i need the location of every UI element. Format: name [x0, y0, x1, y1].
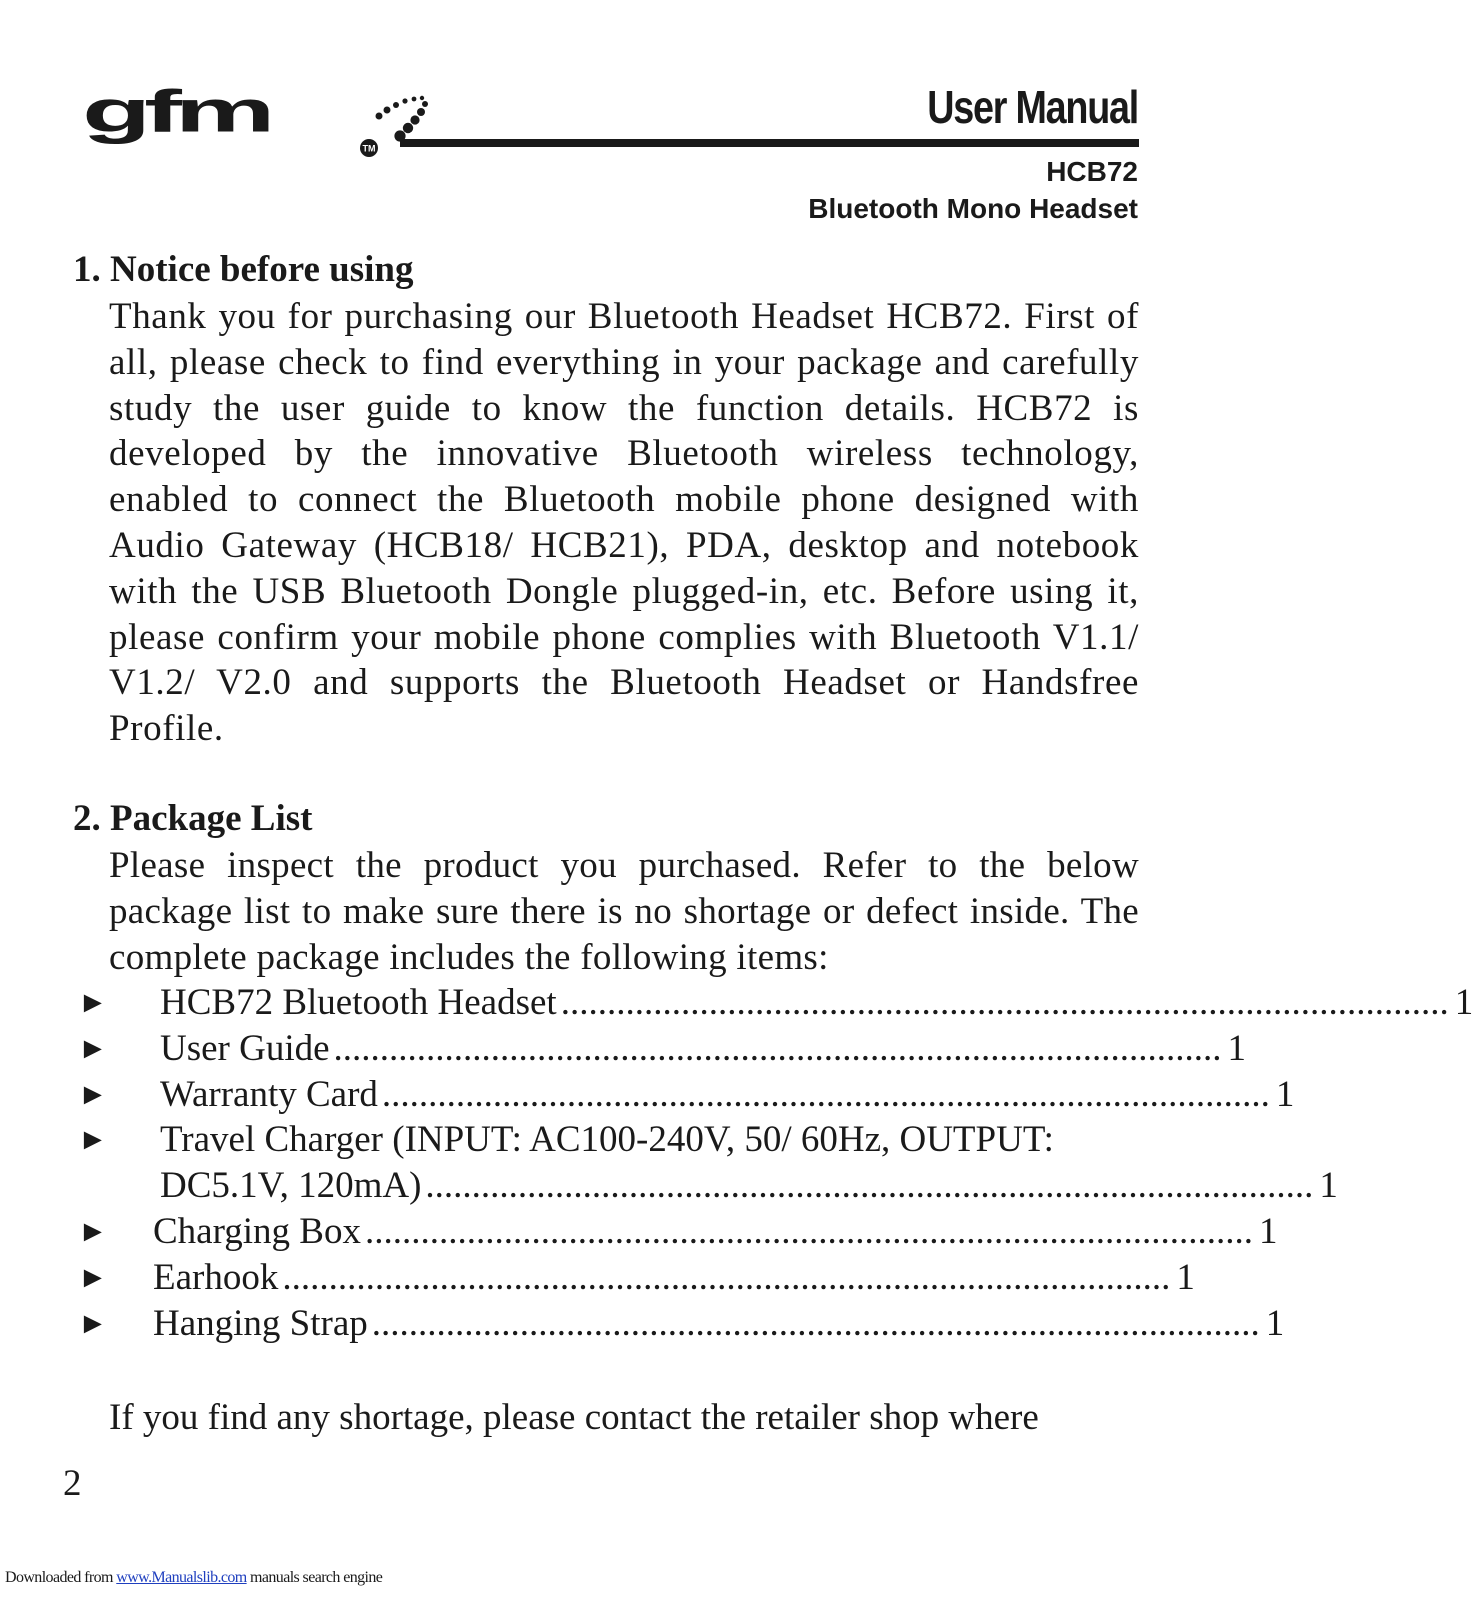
leader-dots: ................................................................................................	[371, 1302, 1260, 1344]
header-rule	[400, 139, 1139, 147]
bullet-arrow-icon: ►	[78, 1123, 108, 1157]
item-label-continued: DC5.1V, 120mA)	[160, 1165, 422, 1207]
bullet-arrow-icon: ►	[78, 1214, 108, 1248]
logo-dots	[376, 96, 429, 142]
notice-body: Thank you for purchasing our Bluetooth Headset HCB72. First of all, please check to find everything in your package and carefully study the user guide to know the function details. HCB72 is developed by the innovative Bluetooth wireless technology, enabled to connect the Bluetooth mobile phone designed with Audio Gateway (HCB18/ HCB21), PDA, desktop and notebook with the USB Bluetooth Dongle plugged-in, etc. Before using it, please confirm your mobile phone complies with Bluetooth V1.1/ V1.2/ V2.0 and supports the Bluetooth Headset or Handsfree Profile.	[109, 296, 1139, 750]
bullet-arrow-icon: ►	[78, 1260, 108, 1294]
list-item	[78, 1255, 1195, 1301]
section-heading-package-list: 2. Package List	[73, 798, 313, 839]
leader-dots: ................................................................................................	[381, 1073, 1270, 1115]
item-label: Charging Box	[153, 1210, 361, 1252]
leader-dots: ................................................................................................	[560, 982, 1449, 1023]
leader-dots: ................................................................................................	[333, 1027, 1222, 1069]
gfm-logo	[82, 62, 442, 162]
list-item	[78, 1301, 1285, 1347]
list-item	[78, 980, 1473, 1026]
package-item-list	[78, 980, 1473, 1346]
manual-title: User Manual	[927, 81, 1138, 133]
item-label: HCB72 Bluetooth Headset	[160, 982, 557, 1023]
footer-prefix: Downloaded from	[5, 1569, 117, 1586]
item-label: User Guide	[160, 1027, 330, 1069]
item-label: Warranty Card	[160, 1073, 378, 1115]
item-label: Travel Charger (INPUT: AC100-240V, 50/ 60Hz, OUTPUT:	[160, 1119, 1054, 1161]
item-quantity: 1	[1319, 1165, 1338, 1207]
product-name: Bluetooth Mono Headset	[808, 193, 1138, 224]
item-quantity: 1	[1265, 1302, 1285, 1344]
page-number: 2	[63, 1463, 82, 1504]
leader-dots: ................................................................................................	[282, 1256, 1171, 1298]
bullet-arrow-icon: ►	[78, 1077, 108, 1111]
download-footer	[5, 1569, 382, 1587]
item-quantity: 1	[1227, 1027, 1247, 1069]
list-item	[78, 1209, 1278, 1255]
item-quantity: 1	[1454, 982, 1473, 1023]
svg-text:TM: TM	[362, 143, 376, 154]
leader-dots: ................................................................................................	[364, 1210, 1253, 1252]
item-quantity: 1	[1275, 1073, 1295, 1115]
item-quantity: 1	[1176, 1256, 1195, 1298]
package-intro: Please inspect the product you purchased. Refer to the below package list to make sure there is no shortage or defect inside. The complete package includes the following items:	[109, 845, 1139, 978]
footer-suffix: manuals search engine	[246, 1569, 383, 1586]
item-label: Earhook	[153, 1256, 279, 1298]
manualslib-link[interactable]: www.Manualslib.com	[116, 1569, 247, 1586]
shortage-note: If you find any shortage, please contact the retailer shop where	[109, 1397, 1039, 1438]
gfm-logo-wordmark: gfm	[82, 78, 269, 145]
item-label: Hanging Strap	[153, 1302, 368, 1344]
bullet-arrow-icon: ►	[78, 1031, 108, 1065]
section-heading-notice: 1. Notice before using	[73, 249, 414, 290]
item-quantity: 1	[1258, 1210, 1278, 1252]
leader-dots: ................................................................................................	[425, 1165, 1314, 1207]
bullet-arrow-icon: ►	[78, 1306, 108, 1340]
bullet-arrow-icon: ►	[78, 986, 108, 1019]
list-item	[78, 1026, 1247, 1072]
model-number: HCB72	[1046, 156, 1138, 187]
list-item	[78, 1072, 1295, 1118]
list-item	[78, 1117, 1338, 1209]
